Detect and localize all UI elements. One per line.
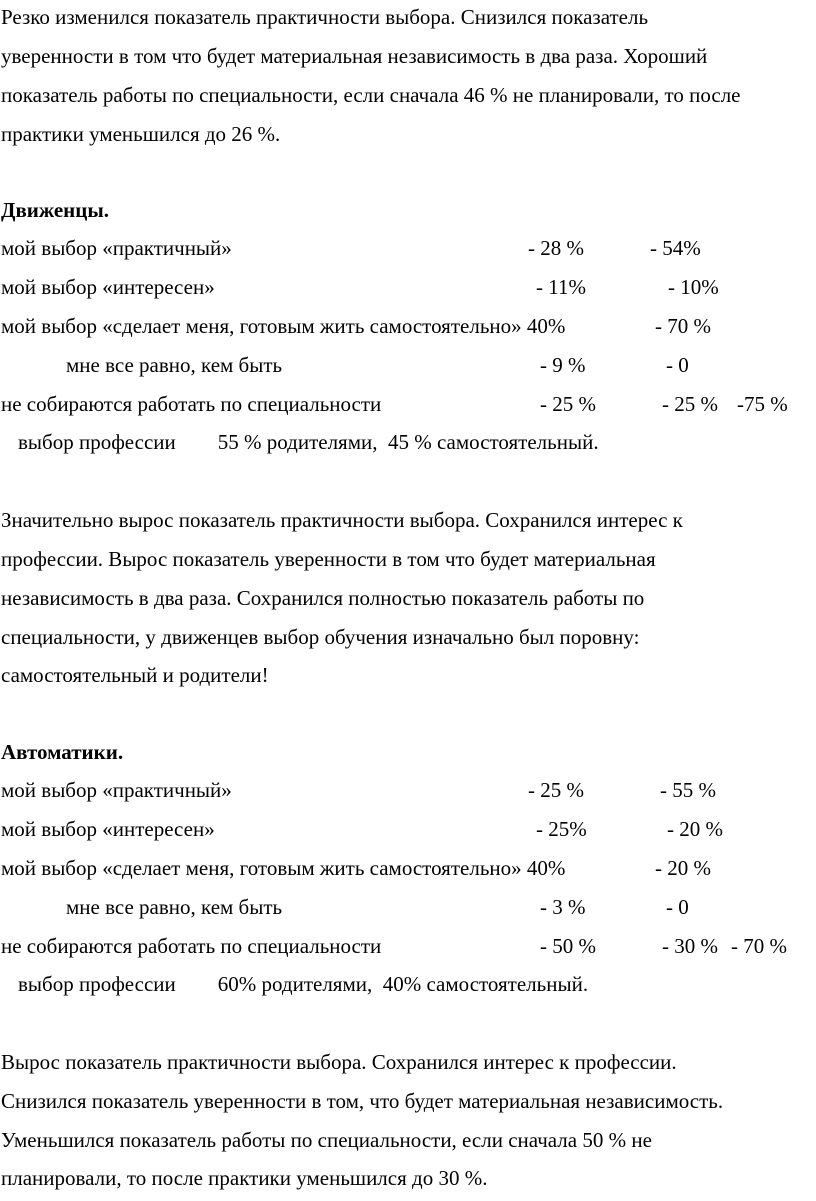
section1-paragraph-line-2: профессии. Вырос показатель уверенности в том что будет материальная [1, 547, 656, 571]
section2-row5-label: не собираются работать по специальности [1, 934, 382, 958]
section2-row1-value2: - 55 % [660, 778, 716, 802]
section2-heading: Автоматики. [1, 740, 124, 764]
section2-row2-value1: - 25% [536, 817, 587, 841]
section1-paragraph-line-4: специальности, у движенцев выбор обучения изначально был поровну: [1, 625, 640, 649]
section2-row4-value1: - 3 % [540, 895, 586, 919]
section1-row1-label: мой выбор «практичный» [1, 236, 232, 260]
section2-choice-line: выбор профессии 60% родителями, 40% самостоятельный. [18, 972, 589, 996]
intro-line-4: практики уменьшился до 26 %. [1, 122, 281, 146]
section1-row3-value2: - 70 % [655, 314, 711, 338]
section1-paragraph-line-1: Значительно вырос показатель практичности выбора. Сохранился интерес к [1, 508, 683, 532]
section2-row1-label: мой выбор «практичный» [1, 778, 232, 802]
section2-row4-value2: - 0 [666, 895, 689, 919]
section1-row3-label: мой выбор «сделает меня, готовым жить самостоятельно» 40% [1, 314, 566, 338]
section1-heading: Движенцы. [1, 198, 110, 222]
section2-row2-label: мой выбор «интересен» [1, 817, 215, 841]
intro-line-3: показатель работы по специальности, если сначала 46 % не планировали, то после [1, 83, 741, 107]
section1-paragraph-line-5: самостоятельный и родители! [1, 663, 269, 687]
section2-paragraph-line-3: Уменьшился показатель работы по специальности, если сначала 50 % не [1, 1128, 652, 1152]
section2-paragraph-line-4: планировали, то после практики уменьшился до 30 %. [1, 1166, 488, 1190]
section1-paragraph-line-3: независимость в два раза. Сохранился полностью показатель работы по [1, 586, 645, 610]
section1-row1-value1: - 28 % [528, 236, 584, 260]
section2-paragraph-line-1: Вырос показатель практичности выбора. Сохранился интерес к профессии. [1, 1050, 677, 1074]
section1-row2-label: мой выбор «интересен» [1, 275, 215, 299]
intro-line-2: уверенности в том что будет материальная независимость в два раза. Хороший [1, 44, 708, 68]
section2-row3-label: мой выбор «сделает меня, готовым жить самостоятельно» 40% [1, 856, 566, 880]
section1-choice-line: выбор профессии 55 % родителями, 45 % самостоятельный. [18, 430, 599, 454]
section1-row5-value1: - 25 % [540, 392, 596, 416]
section2-paragraph-line-2: Снизился показатель уверенности в том, что будет материальная независимость. [1, 1089, 724, 1113]
section1-row4-value1: - 9 % [540, 353, 586, 377]
section1-row2-value2: - 10% [668, 275, 719, 299]
section2-row3-value2: - 20 % [655, 856, 711, 880]
section2-row4-label: мне все равно, кем быть [66, 895, 283, 919]
section2-row5-value2: - 30 % [662, 934, 718, 958]
section2-row5-value3: - 70 % [731, 934, 787, 958]
section2-row1-value1: - 25 % [528, 778, 584, 802]
section1-row4-label: мне все равно, кем быть [66, 353, 283, 377]
section1-row4-value2: - 0 [666, 353, 689, 377]
section1-row5-value3: -75 % [737, 392, 788, 416]
section1-row1-value2: - 54% [650, 236, 701, 260]
section2-row5-value1: - 50 % [540, 934, 596, 958]
section2-row2-value2: - 20 % [667, 817, 723, 841]
section1-row5-label: не собираются работать по специальности [1, 392, 382, 416]
intro-line-1: Резко изменился показатель практичности выбора. Снизился показатель [1, 5, 649, 29]
section1-row5-value2: - 25 % [662, 392, 718, 416]
section1-row2-value1: - 11% [536, 275, 586, 299]
